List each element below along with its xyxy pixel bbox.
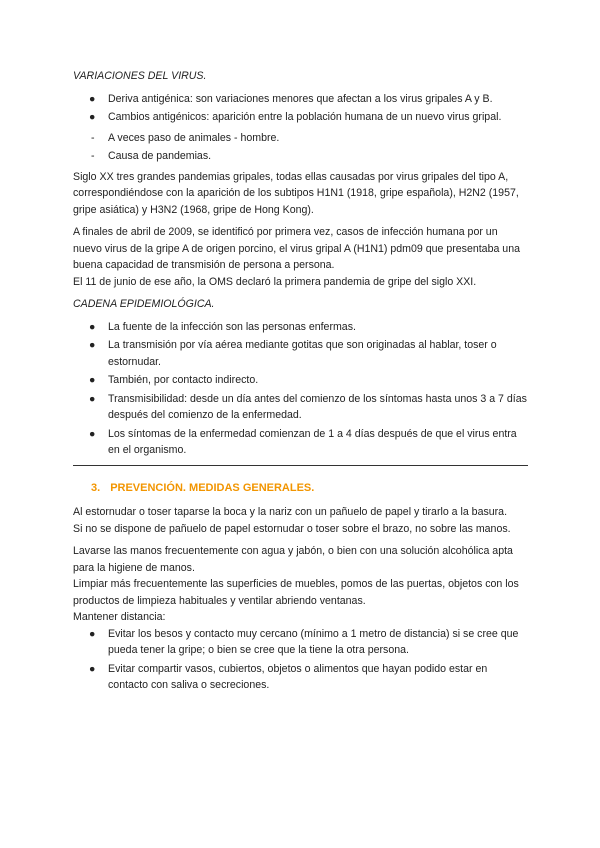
document-page xyxy=(73,68,528,698)
dash-icon: - xyxy=(91,150,95,162)
bullet-icon: ● xyxy=(89,662,96,675)
variaciones-bullet-list xyxy=(73,91,528,126)
list-item: ● Evitar los besos y contacto muy cercano (mínimo a 1 metro de distancia) si se cree que pueda tener la gripe; o bien se cree que la tiene la otra persona. xyxy=(89,627,519,656)
list-item: - Causa de pandemias. xyxy=(73,148,528,165)
list-item: ● La transmisión por vía aérea mediante gotitas que son originadas al hablar, toser o estornudar. xyxy=(89,339,497,368)
prevencion-bullet-list xyxy=(73,626,528,694)
bullet-icon: ● xyxy=(89,392,96,405)
paragraph-oms: El 11 de junio de ese año, la OMS declaró la primera pandemia de gripe del siglo XXI. xyxy=(73,275,477,288)
section-number: 3. xyxy=(91,481,101,494)
paragraph-estornudar: Al estornudar o toser taparse la boca y la nariz con un pañuelo de papel y tirarlo a la basura. xyxy=(73,506,508,518)
heading-variaciones: VARIACIONES DEL VIRUS. xyxy=(73,70,207,82)
bullet-icon: ● xyxy=(89,320,96,333)
heading-cadena: CADENA EPIDEMIOLÓGICA. xyxy=(73,298,215,310)
list-item: - A veces paso de animales - hombre. xyxy=(73,130,528,147)
bullet-icon: ● xyxy=(89,111,96,123)
variaciones-dash-list xyxy=(73,130,528,165)
section-title-prevencion xyxy=(91,480,528,497)
list-item: ● Los síntomas de la enfermedad comienzan de 1 a 4 días después de que el virus entra en el organismo. xyxy=(89,427,517,456)
paragraph-lavarse-manos: Lavarse las manos frecuentemente con agua y jabón, o bien con una solución alcohólica apta para la higiene de manos. xyxy=(73,545,513,574)
cadena-bullet-list xyxy=(73,319,528,459)
list-item: ● También, por contacto indirecto. xyxy=(73,372,528,389)
list-item: ● Evitar compartir vasos, cubiertos, objetos o alimentos que hayan podido estar en contacto con saliva o secreciones. xyxy=(89,662,488,691)
section-divider xyxy=(73,465,528,466)
paragraph-pandemias-siglo-xx: Siglo XX tres grandes pandemias gripales, todas ellas causadas por virus gripales del tipo A, correspondiéndose con la aparición de los subtipos H1N1 (1918, gripe española), H2N2 (1957, gripe asiática) y H3N2 (1968, gripe de Hong Kong). xyxy=(73,170,519,216)
bullet-icon: ● xyxy=(89,92,96,105)
section-title-text: PREVENCIÓN. MEDIDAS GENERALES. xyxy=(110,481,315,494)
bullet-icon: ● xyxy=(89,627,96,640)
list-item: ● Deriva antigénica: son variaciones menores que afectan a los virus gripales A y B. xyxy=(73,91,528,108)
list-item: ● Transmisibilidad: desde un día antes del comienzo de los síntomas hasta unos 3 a 7 días después del comienzo de la enfermedad. xyxy=(89,392,527,421)
bullet-icon: ● xyxy=(89,427,96,440)
list-item: ● La fuente de la infección son las personas enfermas. xyxy=(73,319,528,336)
paragraph-2009: A finales de abril de 2009, se identificó por primera vez, casos de infección humana por un nuevo virus de la gripe A de origen porcino, el virus gripal A (H1N1) pdm09 que presentaba una buena capacidad de transmisión de persona a persona. xyxy=(73,226,520,271)
bullet-icon: ● xyxy=(89,374,96,386)
paragraph-brazo: Si no se dispone de pañuelo de papel estornudar o toser sobre el brazo, no sobre las manos. xyxy=(73,522,511,535)
list-item: ● Cambios antigénicos: aparición entre la población humana de un nuevo virus gripal. xyxy=(73,109,528,126)
bullet-icon: ● xyxy=(89,339,96,351)
paragraph-distancia: Mantener distancia: xyxy=(73,611,166,623)
dash-icon: - xyxy=(91,131,95,144)
paragraph-limpiar: Limpiar más frecuentemente las superficies de muebles, pomos de las puertas, objetos con los productos de limpieza habituales y ventilar abriendo ventanas. xyxy=(73,578,519,607)
